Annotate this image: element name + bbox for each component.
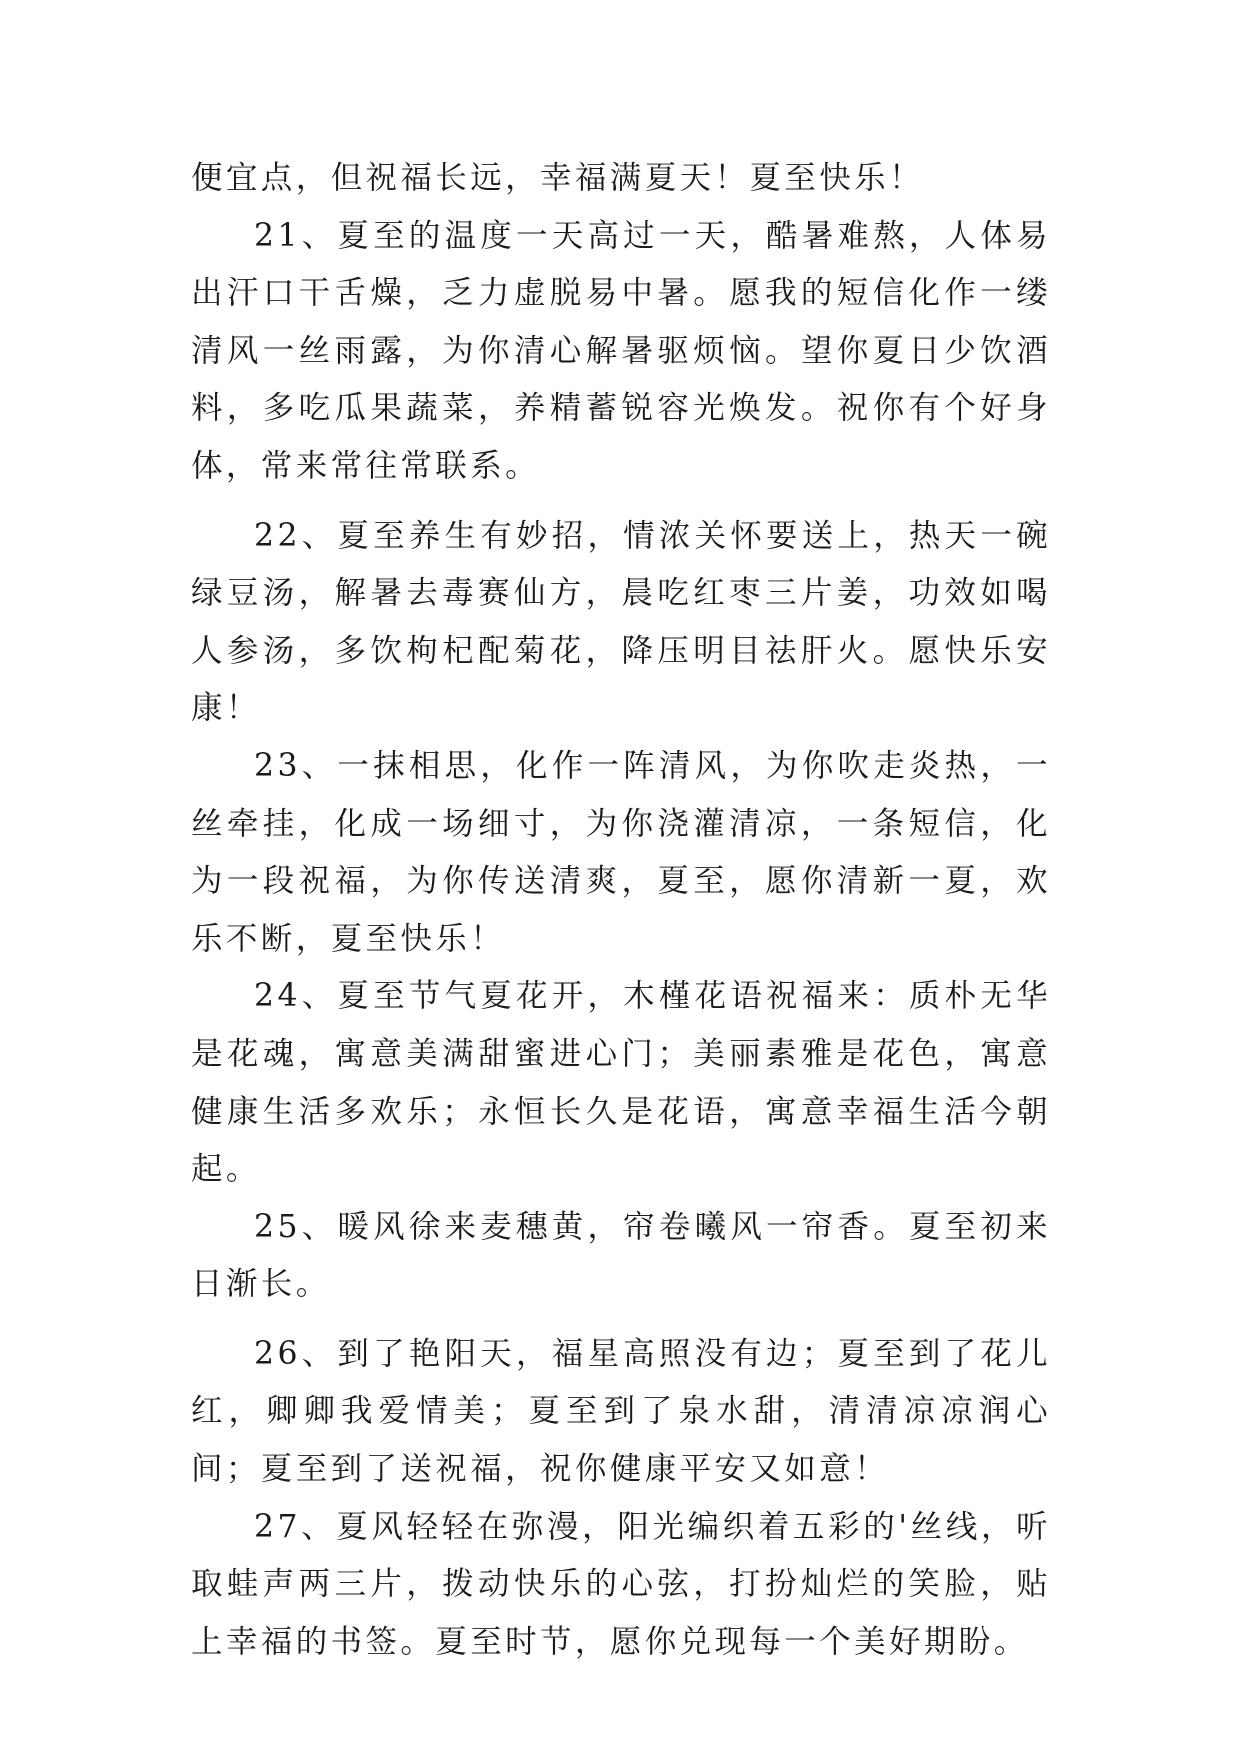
paragraph-26: 26、到了艳阳天，福星高照没有边；夏至到了花儿红，卿卿我爱情美；夏至到了泉水甜，清清凉凉润心间；夏至到了送祝福，祝你健康平安又如意！ — [191, 1335, 1051, 1488]
paragraph-25: 25、暖风徐来麦穗黄，帘卷曦风一帘香。夏至初来日渐长。 — [191, 1208, 1051, 1303]
document-body — [191, 150, 1051, 1671]
paragraph-24: 24、夏至节气夏花开，木槿花语祝福来：质朴无华是花魂，寓意美满甜蜜进心门；美丽素雅是花色，寓意健康生活多欢乐；永恒长久是花语，寓意幸福生活今朝起。 — [191, 978, 1051, 1188]
paragraph-23: 23、一抹相思，化作一阵清风，为你吹走炎热，一丝牵挂，化成一场细寸，为你浇灌清凉，一条短信，化为一段祝福，为你传送清爽，夏至，愿你清新一夏，欢乐不断，夏至快乐！ — [191, 747, 1051, 957]
paragraph-22: 22、夏至养生有妙招，情浓关怀要送上，热天一碗绿豆汤，解暑去毒赛仙方，晨吃红枣三片姜，功效如喝人参汤，多饮枸杞配菊花，降压明目祛肝火。愿快乐安康！ — [191, 517, 1051, 727]
paragraph-27: 27、夏风轻轻在弥漫，阳光编织着五彩的'丝线，听取蛙声两三片，拨动快乐的心弦，打扮灿烂的笑脸，贴上幸福的书签。夏至时节，愿你兑现每一个美好期盼。 — [191, 1508, 1051, 1660]
paragraph-continuation: 便宜点，但祝福长远，幸福满夏天！夏至快乐！ — [191, 160, 924, 196]
paragraph-21: 21、夏至的温度一天高过一天，酷暑难熬，人体易出汗口干舌燥，乏力虚脱易中暑。愿我的短信化作一缕清风一丝雨露，为你清心解暑驱烦恼。望你夏日少饮酒料，多吃瓜果蔬菜，养精蓄锐容光焕发。祝你有个好身体，常来常往常联系。 — [191, 217, 1051, 484]
